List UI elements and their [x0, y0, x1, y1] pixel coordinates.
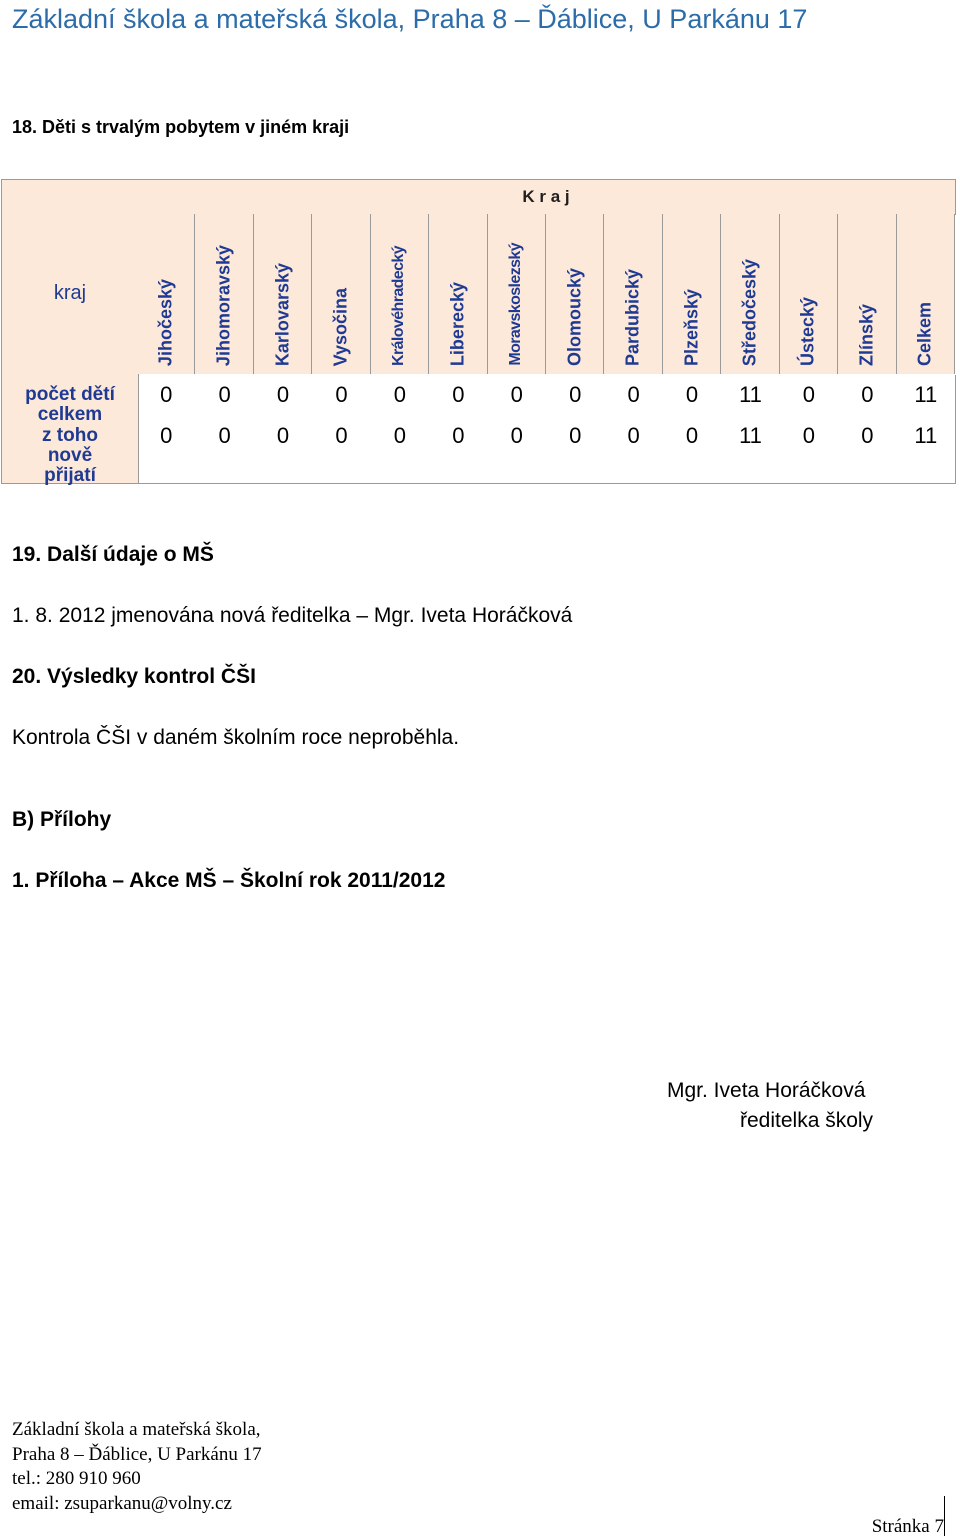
footer-divider	[944, 1496, 945, 1536]
section-20-title: 20. Výsledky kontrol ČŠI	[12, 665, 256, 688]
table-data-area	[137, 375, 956, 484]
table-cell: 11	[914, 382, 938, 407]
table-cell: 0	[276, 382, 290, 407]
attachment-item: 1. Příloha – Akce MŠ – Školní rok 2011/2012	[12, 869, 446, 892]
region-header-label: Moravskoslezský	[507, 243, 525, 366]
region-header-cell	[254, 214, 312, 374]
region-header-cell	[780, 214, 838, 374]
region-header-cell	[604, 214, 662, 374]
region-header-label: Středočeský	[739, 258, 760, 366]
region-header-cell	[663, 214, 721, 374]
section-19-title: 19. Další údaje o MŠ	[12, 543, 214, 566]
region-header-label: Královéhradecký	[390, 246, 408, 366]
region-header-cell	[546, 214, 604, 374]
signature-name: Mgr. Iveta Horáčková	[667, 1079, 866, 1102]
table-cell: 0	[861, 423, 874, 448]
region-header-label: Jihočeský	[155, 278, 176, 366]
table-cell: 0	[160, 382, 173, 407]
region-table	[0, 179, 958, 484]
signature-role: ředitelka školy	[740, 1109, 874, 1132]
table-cell: 0	[802, 382, 816, 407]
region-header-cell	[137, 214, 195, 374]
page-footer	[12, 1418, 262, 1516]
row-label-new-line: nově	[47, 445, 93, 466]
table-cell: 0	[510, 382, 523, 407]
table-cell: 0	[510, 423, 523, 448]
region-header-cell	[195, 214, 253, 374]
table-cell: 0	[452, 423, 465, 448]
row-label-total	[2, 385, 138, 425]
row-label-new-line: z toho	[42, 425, 98, 446]
table-cell: 0	[393, 423, 407, 448]
table-label-column	[1, 179, 139, 484]
table-cell: 0	[393, 382, 407, 407]
corner-label: kraj	[53, 282, 87, 304]
table-cell: 11	[914, 423, 938, 448]
row-label-total-line: celkem	[37, 404, 103, 425]
section-18-title: 18. Děti s trvalým pobytem v jiném kraji	[12, 117, 350, 137]
table-cell: 0	[218, 382, 231, 407]
region-header-cell	[371, 214, 429, 374]
row-label-new-line: přijatí	[44, 465, 96, 486]
table-cell: 0	[569, 382, 582, 407]
page-number: Stránka 7	[871, 1516, 944, 1537]
section-19-text: 1. 8. 2012 jmenována nová ředitelka – Mgr. Iveta Horáčková	[12, 604, 573, 627]
region-header-label: Celkem	[914, 301, 935, 366]
table-cell: 0	[160, 423, 173, 448]
row-label-new	[2, 426, 138, 486]
region-header-label: Plzeňský	[681, 288, 702, 366]
table-row	[137, 377, 955, 413]
table-cell: 11	[739, 423, 762, 448]
table-cell: 0	[861, 382, 874, 407]
table-cell: 0	[335, 423, 348, 448]
region-header-cell	[838, 214, 896, 374]
row-label-total-line: počet dětí	[25, 384, 115, 405]
footer-line: email: zsuparkanu@volny.cz	[12, 1492, 232, 1514]
table-cell: 0	[685, 382, 699, 407]
region-header-label: Liberecký	[447, 281, 468, 366]
region-header-label: Olomoucký	[564, 267, 585, 366]
region-header-cell	[897, 214, 955, 374]
table-cell: 11	[739, 382, 762, 407]
table-cell: 0	[276, 423, 290, 448]
region-header-cell	[721, 214, 779, 374]
group-header: K r a j	[137, 179, 956, 215]
page-header-title: Základní škola a mateřská škola, Praha 8 – Ďáblice, U Parkánu 17	[12, 4, 808, 34]
table-cell: 0	[802, 423, 816, 448]
footer-line: Základní škola a mateřská škola,	[12, 1419, 261, 1440]
region-header-cell	[429, 214, 487, 374]
table-cell: 0	[452, 382, 465, 407]
footer-line: tel.: 280 910 960	[12, 1468, 141, 1489]
footer-line: Praha 8 – Ďáblice, U Parkánu 17	[12, 1443, 262, 1465]
table-cell: 0	[685, 423, 699, 448]
table-cell: 0	[569, 423, 582, 448]
attachments-title: B) Přílohy	[12, 808, 112, 831]
table-cell: 0	[627, 382, 640, 407]
region-header-label: Zlínský	[856, 303, 877, 366]
table-cell: 0	[218, 423, 231, 448]
section-20-text: Kontrola ČŠI v daném školním roce neproběhla.	[12, 726, 460, 749]
region-header-cell	[488, 214, 546, 374]
region-header-label: Jihomoravský	[213, 244, 234, 366]
table-cell: 0	[627, 423, 640, 448]
table-row	[137, 418, 955, 454]
region-header-label: Pardubický	[622, 268, 643, 366]
region-header-cell	[312, 214, 370, 374]
region-header-label: Karlovarský	[272, 262, 293, 366]
region-header-label: Vysočina	[330, 287, 351, 366]
table-cell: 0	[335, 382, 348, 407]
region-header-label: Ústecký	[797, 296, 818, 366]
